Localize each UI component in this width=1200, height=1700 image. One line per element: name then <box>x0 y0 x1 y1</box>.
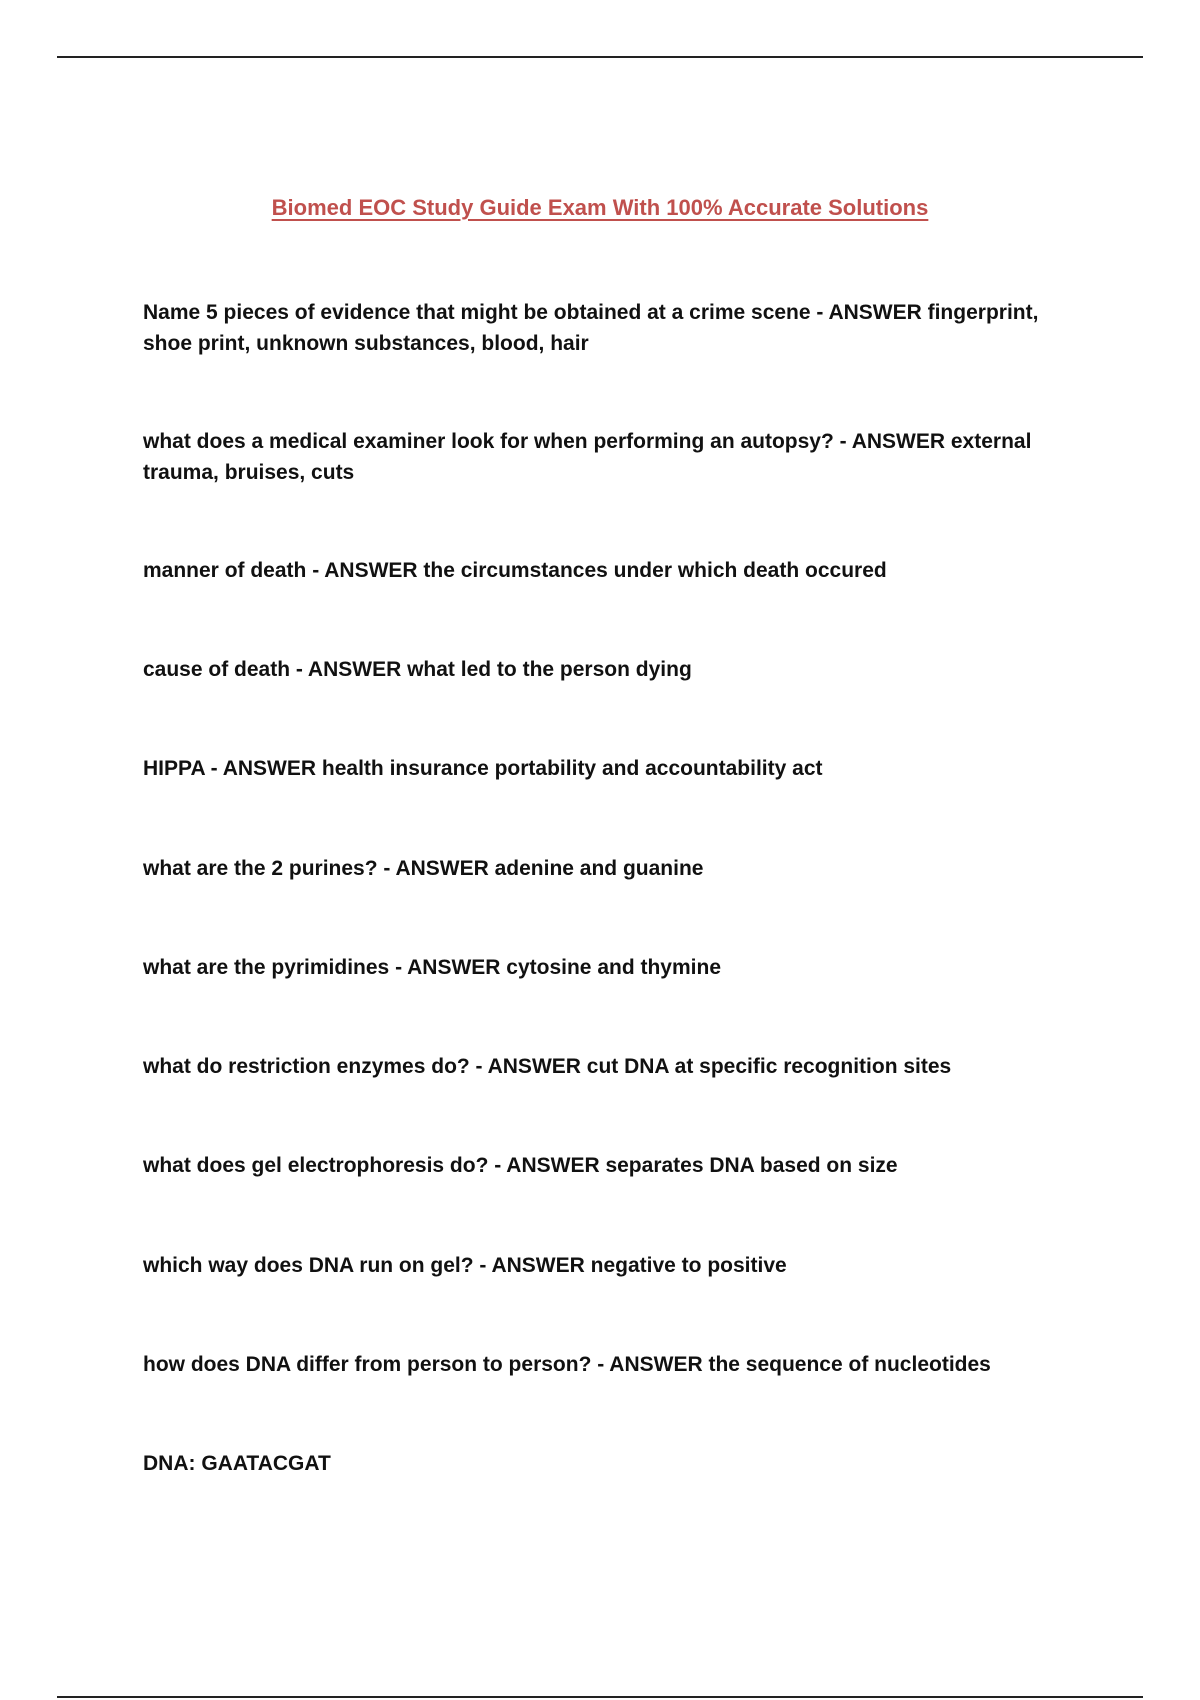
qa-entry-12: DNA: GAATACGAT <box>143 1452 331 1475</box>
qa-entry-2: what does a medical examiner look for when performing an autopsy? - ANSWER external trauma, bruises, cuts <box>143 430 1032 484</box>
qa-entry-7: what are the pyrimidines - ANSWER cytosine and thymine <box>143 956 722 979</box>
qa-entry-8: what do restriction enzymes do? - ANSWER cut DNA at specific recognition sites <box>143 1055 952 1078</box>
top-rule <box>57 56 1143 58</box>
qa-entry-1: Name 5 pieces of evidence that might be obtained at a crime scene - ANSWER fingerprint, shoe print, unknown substances, blood, hair <box>143 301 1039 355</box>
document-title: Biomed EOC Study Guide Exam With 100% Accurate Solutions <box>271 195 929 220</box>
qa-entry-6: what are the 2 purines? - ANSWER adenine and guanine <box>143 857 704 880</box>
qa-entry-4: cause of death - ANSWER what led to the person dying <box>143 658 692 681</box>
bottom-rule <box>57 1696 1143 1698</box>
qa-entry-11: how does DNA differ from person to person? - ANSWER the sequence of nucleotides <box>143 1353 991 1376</box>
qa-entry-5: HIPPA - ANSWER health insurance portability and accountability act <box>143 757 823 780</box>
qa-entry-3: manner of death - ANSWER the circumstances under which death occured <box>143 559 887 582</box>
qa-entry-10: which way does DNA run on gel? - ANSWER negative to positive <box>143 1254 787 1277</box>
qa-entry-9: what does gel electrophoresis do? - ANSWER separates DNA based on size <box>143 1154 898 1177</box>
